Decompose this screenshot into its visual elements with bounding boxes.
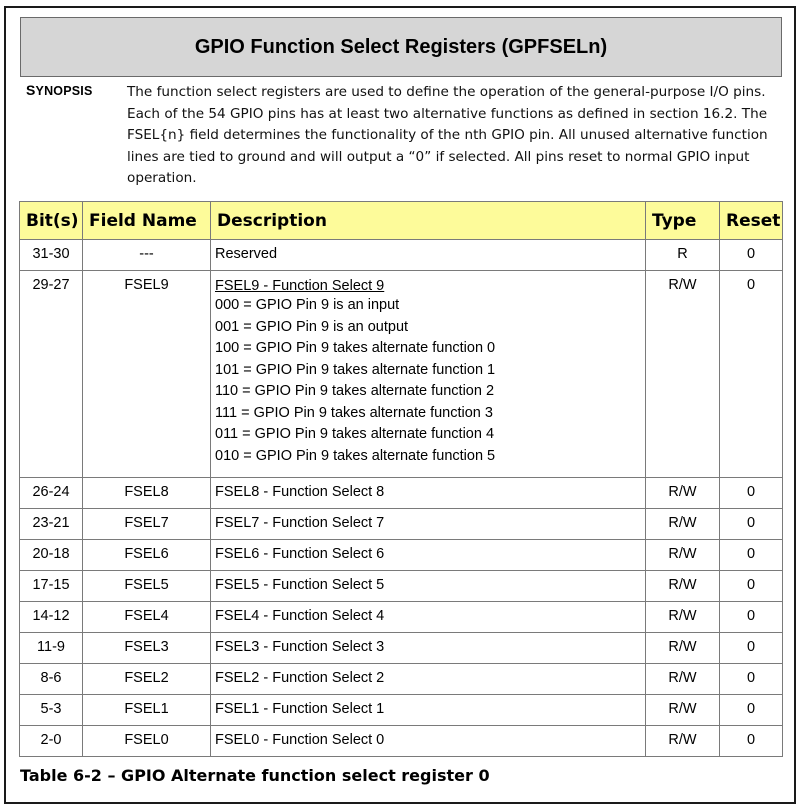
cell-description: FSEL6 - Function Select 6 <box>211 540 646 571</box>
cell-field-name: FSEL7 <box>83 509 211 540</box>
cell-bits: 23-21 <box>20 509 83 540</box>
cell-description: FSEL8 - Function Select 8 <box>211 478 646 509</box>
register-table <box>19 201 783 757</box>
cell-type: R <box>646 240 720 271</box>
cell-bits: 17-15 <box>20 571 83 602</box>
cell-description <box>211 271 646 478</box>
page-title: GPIO Function Select Registers (GPFSELn) <box>194 35 608 58</box>
cell-field-name: FSEL5 <box>83 571 211 602</box>
cell-reset: 0 <box>720 726 783 757</box>
function-option: 101 = GPIO Pin 9 takes alternate function 1 <box>215 361 496 378</box>
cell-field-name: FSEL9 <box>83 271 211 478</box>
table-caption: Table 6-2 – GPIO Alternate function select register 0 <box>20 766 490 785</box>
synopsis-label-initial: S <box>26 82 36 98</box>
cell-reset: 0 <box>720 602 783 633</box>
cell-reset: 0 <box>720 509 783 540</box>
cell-field-name: FSEL1 <box>83 695 211 726</box>
cell-type: R/W <box>646 571 720 602</box>
cell-bits: 26-24 <box>20 478 83 509</box>
function-option: 111 = GPIO Pin 9 takes alternate function 3 <box>215 404 493 421</box>
cell-bits: 31-30 <box>20 240 83 271</box>
cell-bits: 14-12 <box>20 602 83 633</box>
table-header-row <box>20 202 783 240</box>
synopsis-text: The function select registers are used to define the operation of the general-purpose I/O pins. Each of the 54 GPIO pins has at least two alternative functions as defined in section 16.2. The FSEL{n} field determines the functionality of the nth GPIO pin. All unused alternative function lines are tied to ground and will output a “0” if selected. All pins reset to normal GPIO input operation. <box>127 84 768 186</box>
table-row <box>20 240 783 271</box>
cell-type: R/W <box>646 540 720 571</box>
cell-field-name: FSEL2 <box>83 664 211 695</box>
cell-field-name: --- <box>83 240 211 271</box>
table-row <box>20 271 783 478</box>
cell-type: R/W <box>646 664 720 695</box>
cell-bits: 8-6 <box>20 664 83 695</box>
cell-description: FSEL0 - Function Select 0 <box>211 726 646 757</box>
cell-type: R/W <box>646 633 720 664</box>
cell-reset: 0 <box>720 478 783 509</box>
cell-type: R/W <box>646 478 720 509</box>
cell-field-name: FSEL8 <box>83 478 211 509</box>
cell-type: R/W <box>646 509 720 540</box>
table-row <box>20 602 783 633</box>
function-option: 110 = GPIO Pin 9 takes alternate function 2 <box>215 383 495 399</box>
table-row <box>20 540 783 571</box>
cell-reset: 0 <box>720 633 783 664</box>
table-body <box>20 240 783 757</box>
cell-field-name: FSEL4 <box>83 602 211 633</box>
cell-description: FSEL4 - Function Select 4 <box>211 602 646 633</box>
cell-description: Reserved <box>211 240 646 271</box>
header-type: Type <box>646 202 720 240</box>
header-field-name: Field Name <box>83 202 211 240</box>
function-option: 100 = GPIO Pin 9 takes alternate function 0 <box>215 340 496 356</box>
table-row <box>20 509 783 540</box>
cell-field-name: FSEL0 <box>83 726 211 757</box>
table-row <box>20 664 783 695</box>
cell-type: R/W <box>646 271 720 478</box>
cell-bits: 5-3 <box>20 695 83 726</box>
description-heading: FSEL9 - Function Select 9 <box>215 278 385 294</box>
table-row <box>20 726 783 757</box>
cell-reset: 0 <box>720 271 783 478</box>
function-option: 000 = GPIO Pin 9 is an input <box>215 297 400 313</box>
cell-description: FSEL5 - Function Select 5 <box>211 571 646 602</box>
cell-reset: 0 <box>720 540 783 571</box>
cell-type: R/W <box>646 726 720 757</box>
cell-description: FSEL3 - Function Select 3 <box>211 633 646 664</box>
cell-field-name: FSEL3 <box>83 633 211 664</box>
cell-reset: 0 <box>720 571 783 602</box>
cell-reset: 0 <box>720 240 783 271</box>
function-option: 001 = GPIO Pin 9 is an output <box>215 318 409 335</box>
table-row <box>20 633 783 664</box>
cell-description: FSEL2 - Function Select 2 <box>211 664 646 695</box>
header-reset: Reset <box>720 202 783 240</box>
table-row <box>20 478 783 509</box>
cell-description: FSEL7 - Function Select 7 <box>211 509 646 540</box>
cell-reset: 0 <box>720 695 783 726</box>
cell-reset: 0 <box>720 664 783 695</box>
function-option: 010 = GPIO Pin 9 takes alternate function 5 <box>215 447 496 464</box>
synopsis-label <box>26 82 93 98</box>
table-row <box>20 571 783 602</box>
synopsis-label-rest: YNOPSIS <box>35 84 93 98</box>
function-option: 011 = GPIO Pin 9 takes alternate function 4 <box>215 426 495 442</box>
header-bits: Bit(s) <box>20 202 83 240</box>
cell-bits: 2-0 <box>20 726 83 757</box>
cell-bits: 11-9 <box>20 633 83 664</box>
cell-description: FSEL1 - Function Select 1 <box>211 695 646 726</box>
cell-bits: 20-18 <box>20 540 83 571</box>
cell-bits: 29-27 <box>20 271 83 478</box>
cell-type: R/W <box>646 602 720 633</box>
cell-type: R/W <box>646 695 720 726</box>
title-bar <box>20 17 782 77</box>
header-description: Description <box>211 202 646 240</box>
table-row <box>20 695 783 726</box>
cell-field-name: FSEL6 <box>83 540 211 571</box>
